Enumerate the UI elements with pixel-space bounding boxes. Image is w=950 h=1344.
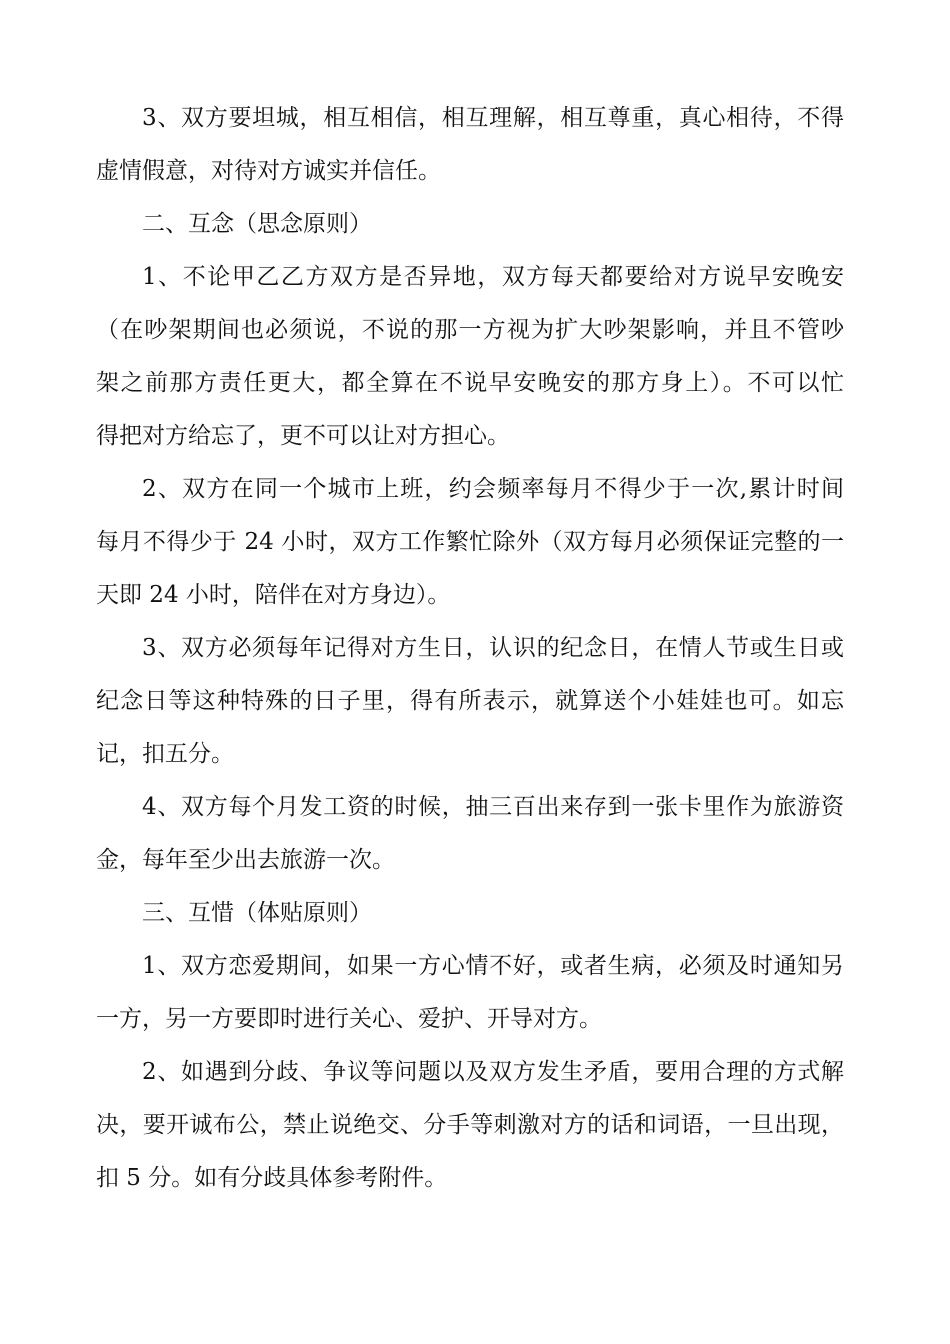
paragraph-line: 4、双方每个月发工资的时候，抽三百出来存到一张卡里作为旅游资 <box>142 794 844 820</box>
section-heading: 三、互惜（体贴原则） <box>142 900 372 926</box>
paragraph-line: 纪念日等这种特殊的日子里，得有所表示，就算送个小娃娃也可。如忘 <box>96 688 844 714</box>
paragraph-line: （在吵架期间也必须说，不说的那一方视为扩大吵架影响，并且不管吵 <box>96 317 844 343</box>
paragraph-line: 天即 24 小时，陪伴在对方身边）。 <box>96 582 451 608</box>
paragraph-line: 1、不论甲乙乙方双方是否异地，双方每天都要给对方说早安晚安 <box>142 264 844 290</box>
section-heading: 二、互念（思念原则） <box>142 211 372 237</box>
paragraph-line: 3、双方要坦城，相互相信，相互理解，相互尊重，真心相待，不得 <box>142 105 844 131</box>
paragraph-line: 架之前那方责任更大，都全算在不说早安晚安的那方身上）。不可以忙 <box>96 370 844 396</box>
paragraph-line: 扣 5 分。如有分歧具体参考附件。 <box>96 1165 448 1191</box>
paragraph-line: 每月不得少于 24 小时，双方工作繁忙除外（双方每月必须保证完整的一 <box>96 529 844 555</box>
paragraph-line: 虚情假意，对待对方诚实并信任。 <box>96 158 441 184</box>
paragraph-line: 3、双方必须每年记得对方生日，认识的纪念日，在情人节或生日或 <box>142 635 844 661</box>
paragraph-line: 2、如遇到分歧、争议等问题以及双方发生矛盾，要用合理的方式解 <box>142 1059 844 1085</box>
document-page <box>96 92 844 1205</box>
paragraph-line: 2、双方在同一个城市上班，约会频率每月不得少于一次,累计时间 <box>142 476 844 502</box>
paragraph-line: 1、双方恋爱期间，如果一方心情不好，或者生病，必须及时通知另 <box>142 953 844 979</box>
paragraph-line: 决，要开诚布公，禁止说绝交、分手等刺激对方的话和词语，一旦出现， <box>96 1112 844 1138</box>
paragraph-line: 金，每年至少出去旅游一次。 <box>96 847 395 873</box>
paragraph-line: 一方，另一方要即时进行关心、爱护、开导对方。 <box>96 1006 602 1032</box>
paragraph-line: 得把对方给忘了，更不可以让对方担心。 <box>96 423 510 449</box>
paragraph-line: 记，扣五分。 <box>96 741 234 767</box>
